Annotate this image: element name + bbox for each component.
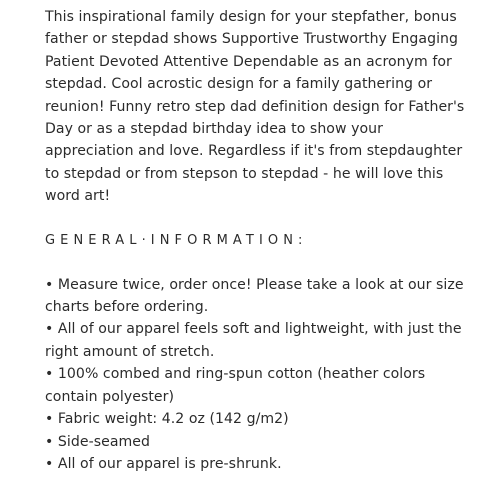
list-item: • Fabric weight: 4.2 oz (142 g/m2) xyxy=(45,411,289,428)
product-details xyxy=(45,6,475,475)
list-item: • Side-seamed xyxy=(45,433,151,450)
general-information-heading: GENERAL·INFORMATION: xyxy=(45,232,308,248)
list-item: • 100% combed and ring-spun cotton (heather colors contain polyester) xyxy=(45,366,426,405)
product-description: This inspirational family design for your stepfather, bonus father or stepdad shows Supportive Trustworthy Engaging Patient Devoted Attentive Dependable as an acronym for stepdad. Cool acrostic design for a family gathering or reunion! Funny retro step dad definition design for Father's Day or as a stepdad birthday idea to show your appreciation and love. Regardless if it's from stepdaughter to stepdad or from stepson to stepdad - he will love this word art! xyxy=(45,9,465,205)
list-item: • All of our apparel is pre-shrunk. xyxy=(45,455,282,472)
general-information-list xyxy=(45,274,475,476)
list-item: • All of our apparel feels soft and lightweight, with just the right amount of stretch. xyxy=(45,321,462,360)
list-item: • Measure twice, order once! Please take a look at our size charts before ordering. xyxy=(45,276,464,316)
